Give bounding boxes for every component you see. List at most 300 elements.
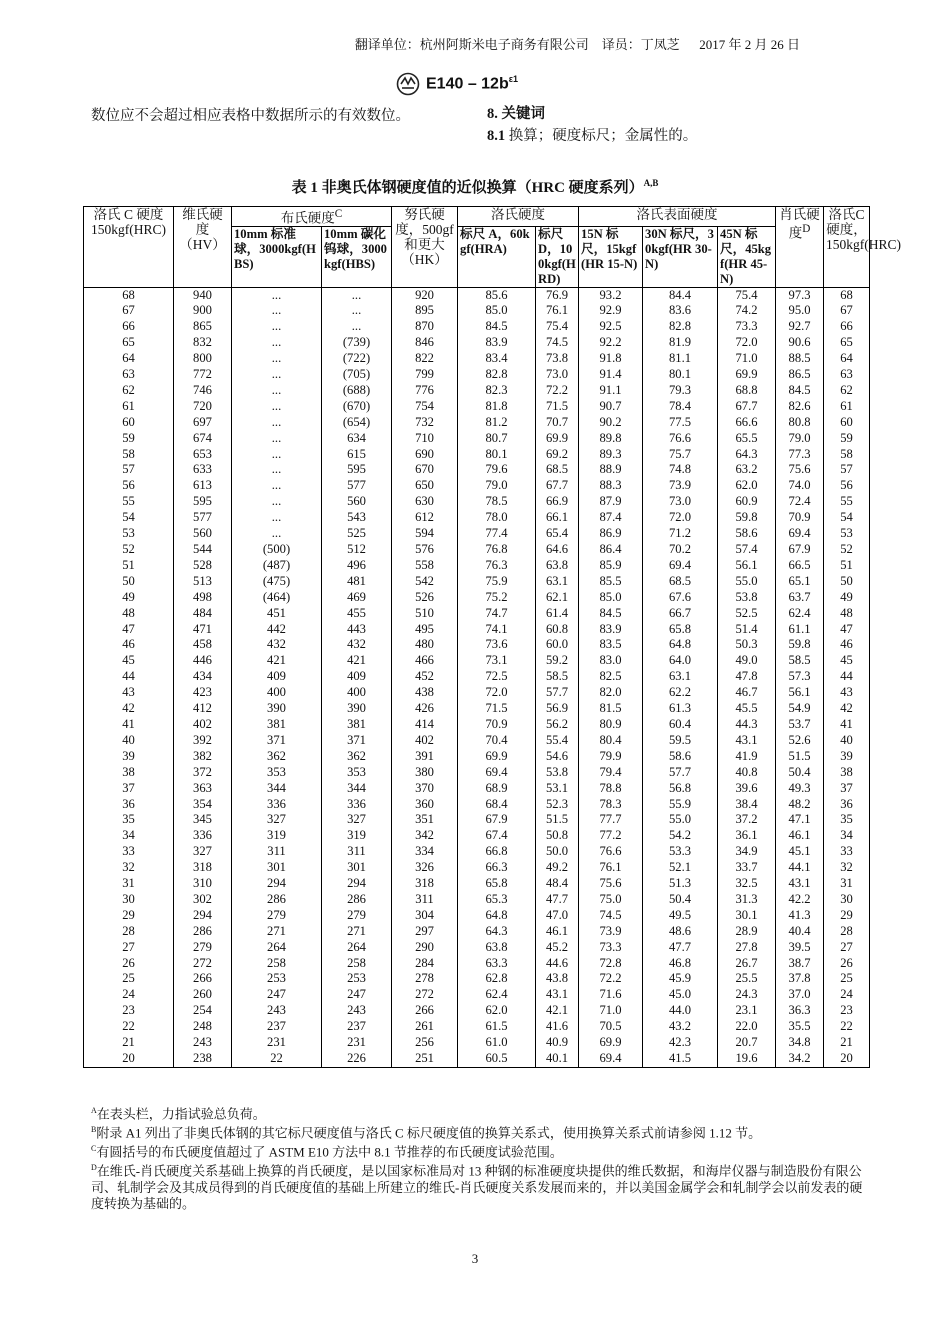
table-cell: 45 [824,653,870,669]
table-cell: 51.4 [718,622,776,638]
table-cell: 412 [174,701,232,717]
table-cell: 82.6 [776,399,824,415]
standard-logo [396,72,518,96]
table-cell: 43.1 [776,876,824,892]
table-cell: 59.5 [643,733,718,749]
table-cell: 67 [84,303,174,319]
table-cell: 345 [174,812,232,828]
table-cell: 81.5 [579,701,643,717]
table-cell: 64.3 [718,447,776,463]
table-cell: 31 [824,876,870,892]
table-cell: 294 [232,876,322,892]
table-cell: 360 [392,797,458,813]
table-cell: 58.6 [643,749,718,765]
table-cell: 40.8 [718,765,776,781]
table-cell: 372 [174,765,232,781]
table-row [84,828,870,844]
table-cell: 279 [232,908,322,924]
table-cell: (475) [232,574,322,590]
table-cell: 32 [84,860,174,876]
table-cell: 26.7 [718,956,776,972]
table-cell: 286 [232,892,322,908]
table-cell: 83.0 [579,653,643,669]
table-cell: 71.5 [458,701,536,717]
table-cell: 20 [84,1051,174,1067]
table-cell: 92.5 [579,319,643,335]
table-cell: 64 [84,351,174,367]
table-cell: 64.8 [643,637,718,653]
table-cell: 382 [174,749,232,765]
table-cell: 63 [84,367,174,383]
table-cell: 28 [84,924,174,940]
table-cell: 690 [392,447,458,463]
table-cell: 91.1 [579,383,643,399]
table-cell: 23 [824,1003,870,1019]
table-cell: 61.3 [643,701,718,717]
col-header-hrc-right: 洛氏C 硬度，150kgf(HRC) [824,207,870,288]
table-cell: 68 [824,287,870,303]
table-cell: 50.3 [718,637,776,653]
table-row [84,431,870,447]
table-cell: 70.2 [643,542,718,558]
table-row [84,335,870,351]
table-cell: 86.9 [579,526,643,542]
table-cell: 47.1 [776,812,824,828]
table-cell: 51 [824,558,870,574]
table-cell: 65.5 [718,431,776,447]
table-cell: 78.8 [579,781,643,797]
table-cell: 52.5 [718,606,776,622]
table-cell: 33 [824,844,870,860]
table-cell: 59 [824,431,870,447]
col-header-15n: 15N 标尺，15kgf(HR 15-N) [579,226,643,287]
table-cell: 68.5 [536,462,579,478]
table-cell: 30 [84,892,174,908]
table-row [84,383,870,399]
table-cell: 612 [392,510,458,526]
table-cell: 732 [392,415,458,431]
table-cell: 71.0 [579,1003,643,1019]
table-cell: 498 [174,590,232,606]
table-cell: 34.2 [776,1051,824,1067]
table-cell: 51 [84,558,174,574]
table-cell: 65 [84,335,174,351]
table-cell: 58.5 [536,669,579,685]
table-cell: 78.4 [643,399,718,415]
table-cell: 48.4 [536,876,579,892]
table-cell: 80.7 [458,431,536,447]
table-cell: 253 [322,971,392,987]
table-cell: 22 [84,1019,174,1035]
table-cell: 43.8 [536,971,579,987]
table-cell: 69.9 [536,431,579,447]
table-cell: 354 [174,797,232,813]
table-cell: 261 [392,1019,458,1035]
table-cell: 78.3 [579,797,643,813]
table-cell: 58 [824,447,870,463]
table-cell: 720 [174,399,232,415]
table-cell: 66 [824,319,870,335]
table-cell: 56.2 [536,717,579,733]
table-cell: 74.8 [643,462,718,478]
table-cell: 97.3 [776,287,824,303]
table-cell: 53 [84,526,174,542]
table-cell: 62.2 [643,685,718,701]
table-cell: 380 [392,765,458,781]
table-cell: 72.0 [718,335,776,351]
table-cell: 334 [392,844,458,860]
table-cell: 772 [174,367,232,383]
table-cell: 558 [392,558,458,574]
table-cell: 438 [392,685,458,701]
table-cell: 92.7 [776,319,824,335]
table-cell: 49 [84,590,174,606]
table-cell: 542 [392,574,458,590]
table-cell: 53.8 [536,765,579,781]
table-cell: 64.8 [458,908,536,924]
table-cell: 390 [322,701,392,717]
table-cell: 74.2 [718,303,776,319]
col-header-vickers: 维氏硬度（HV） [174,207,232,288]
table-cell: 443 [322,622,392,638]
table-row [84,844,870,860]
table-cell: 28.9 [718,924,776,940]
table-cell: 254 [174,1003,232,1019]
table-cell: 266 [392,1003,458,1019]
table-cell: 79.6 [458,462,536,478]
table-row [84,733,870,749]
col-header-brinell-standard-ball: 10mm 标准球，3000kgf(HBS) [232,226,322,287]
table-cell: 44 [84,669,174,685]
table-cell: 79.4 [579,765,643,781]
table-cell: 49.2 [536,860,579,876]
table-cell: 442 [232,622,322,638]
table-cell: 55.0 [643,812,718,828]
table-body [84,287,870,1067]
table-cell: 52.1 [643,860,718,876]
table-cell: 31.3 [718,892,776,908]
table-cell: 402 [174,717,232,733]
table-cell: 70.7 [536,415,579,431]
table-cell: 56 [824,478,870,494]
table-cell: 62.4 [458,987,536,1003]
table-cell: 392 [174,733,232,749]
table-cell: 92.9 [579,303,643,319]
table-cell: 469 [322,590,392,606]
table-cell: 74.5 [536,335,579,351]
table-cell: 76.3 [458,558,536,574]
table-cell: 41.9 [718,749,776,765]
table-cell: 71.6 [579,987,643,1003]
table-cell: 371 [322,733,392,749]
table-cell: 319 [232,828,322,844]
table-cell: ... [232,478,322,494]
table-cell: 65.8 [643,622,718,638]
table-cell: 481 [322,574,392,590]
table-cell: 27 [824,940,870,956]
table-cell: 55.0 [718,574,776,590]
table-row [84,781,870,797]
table-cell: 39 [824,749,870,765]
table-cell: 39.5 [776,940,824,956]
table-cell: 68.5 [643,574,718,590]
table-cell: 391 [392,749,458,765]
table-cell: ... [232,447,322,463]
table-cell: 272 [174,956,232,972]
table-cell: 674 [174,431,232,447]
table-cell: 256 [392,1035,458,1051]
table-cell: 60 [824,415,870,431]
table-cell: 62 [84,383,174,399]
table-cell: 79.3 [643,383,718,399]
table-cell: 50 [824,574,870,590]
table-cell: 74.7 [458,606,536,622]
table-cell: 353 [232,765,322,781]
table-cell: 69.9 [579,1035,643,1051]
table-row [84,797,870,813]
table-cell: 940 [174,287,232,303]
table-cell: 73.8 [536,351,579,367]
table-cell: 75.6 [579,876,643,892]
col-header-superficial: 洛氏表面硬度 [579,207,776,227]
table-cell: 69.4 [776,526,824,542]
col-header-knoop: 努氏硬度，500gf和更大（HK） [392,207,458,288]
table-cell: 247 [232,987,322,1003]
table-cell: 754 [392,399,458,415]
table-cell: 260 [174,987,232,1003]
table-cell: 79.0 [458,478,536,494]
table-cell: 86.4 [579,542,643,558]
table-cell: 74.0 [776,478,824,494]
table-cell: 72.5 [458,669,536,685]
table-cell: 77.4 [458,526,536,542]
table-cell: 452 [392,669,458,685]
table-cell: 82.0 [579,685,643,701]
table-cell: 594 [392,526,458,542]
table-cell: 42.2 [776,892,824,908]
table-cell: 78.5 [458,494,536,510]
table-cell: 85.9 [579,558,643,574]
table-cell: 53.3 [643,844,718,860]
table-row [84,1019,870,1035]
table-row [84,478,870,494]
table-cell: 81.2 [458,415,536,431]
page-number: 3 [471,1251,479,1266]
table-cell: 362 [322,749,392,765]
table-cell: 37.8 [776,971,824,987]
table-cell: 284 [392,956,458,972]
table-cell: 57.4 [718,542,776,558]
table-cell: 80.8 [776,415,824,431]
table-cell: 65 [824,335,870,351]
table-cell: 80.1 [458,447,536,463]
table-cell: 226 [322,1051,392,1067]
table-cell: 577 [174,510,232,526]
table-cell: 895 [392,303,458,319]
table-row [84,351,870,367]
table-cell: 60.9 [718,494,776,510]
table-cell: 43.1 [536,987,579,1003]
table-row [84,860,870,876]
table-cell: 83.9 [458,335,536,351]
table-row [84,637,870,653]
table-cell: (487) [232,558,322,574]
table-cell: 633 [174,462,232,478]
table-cell: 54 [84,510,174,526]
hardness-conversion-table [83,206,902,1068]
table-cell: 73.1 [458,653,536,669]
table-cell: 60.8 [536,622,579,638]
table-cell: 423 [174,685,232,701]
table-cell: 85.0 [458,303,536,319]
table-cell: 653 [174,447,232,463]
table-cell: 746 [174,383,232,399]
table-row [84,558,870,574]
table-cell: 484 [174,606,232,622]
footnote-c: $^C$有圆括号的布氏硬度值超过了 ASTM E10 方法中 8.1 节推荐的布氏硬度试验范围。 [91,1144,563,1160]
table-cell: 72.2 [579,971,643,987]
col-header-rockwell: 洛氏硬度 [458,207,579,227]
table-cell: 45.0 [643,987,718,1003]
table-cell: 286 [322,892,392,908]
table-cell: 50.4 [776,765,824,781]
table-cell: 290 [392,940,458,956]
table-cell: 37.2 [718,812,776,828]
table-cell: (739) [322,335,392,351]
table-cell: 271 [232,924,322,940]
table-cell: 52 [84,542,174,558]
table-row [84,971,870,987]
table-cell: 51.3 [643,876,718,892]
table-cell: 35.5 [776,1019,824,1035]
table-cell: 46.7 [718,685,776,701]
table-cell: 22 [232,1051,322,1067]
table-cell: 44.1 [776,860,824,876]
table-cell: 38 [824,765,870,781]
table-cell: 327 [322,812,392,828]
table-cell: 56.9 [536,701,579,717]
table-cell: 36.1 [718,828,776,844]
table-cell: 544 [174,542,232,558]
table-cell: 75.4 [536,319,579,335]
table-cell: 69.2 [536,447,579,463]
table-cell: 62 [824,383,870,399]
table-cell: 85.0 [579,590,643,606]
table-cell: 446 [174,653,232,669]
table-cell: 466 [392,653,458,669]
table-cell: 351 [392,812,458,828]
table-row [84,526,870,542]
table-cell: 21 [824,1035,870,1051]
table-cell: 63.7 [776,590,824,606]
table-cell: 458 [174,637,232,653]
table-cell: 31 [84,876,174,892]
table-cell: 76.1 [579,860,643,876]
table-cell: 40 [824,733,870,749]
table-cell: 52.6 [776,733,824,749]
table-cell: 44.3 [718,717,776,733]
table-cell: 72.8 [579,956,643,972]
table-cell: ... [232,526,322,542]
table-cell: ... [232,287,322,303]
table-cell: 53.7 [776,717,824,733]
table-cell: 471 [174,622,232,638]
table-cell: 846 [392,335,458,351]
table-cell: 61.5 [458,1019,536,1035]
table-cell: 409 [322,669,392,685]
table-cell: 42.3 [643,1035,718,1051]
table-cell: 47.8 [718,669,776,685]
table-cell: 37 [84,781,174,797]
table-cell: 30 [824,892,870,908]
table-cell: 22 [824,1019,870,1035]
table-cell: 86.5 [776,367,824,383]
table-cell: 55.9 [643,797,718,813]
table-cell: 336 [174,828,232,844]
table-cell: 54.6 [536,749,579,765]
table-row [84,749,870,765]
table-cell: 46.1 [776,828,824,844]
table-cell: 73.6 [458,637,536,653]
table-cell: 243 [232,1003,322,1019]
table-cell: 34 [824,828,870,844]
table-cell: 920 [392,287,458,303]
body-text: 数位应不会超过相应表格中数据所示的有效数位。 [91,108,410,124]
table-cell: 32 [824,860,870,876]
table-cell: 84.5 [458,319,536,335]
table-cell: 25 [84,971,174,987]
table-cell: 78.0 [458,510,536,526]
table-cell: 370 [392,781,458,797]
table-cell: 38.7 [776,956,824,972]
table-cell: 47.7 [643,940,718,956]
table-cell: 36 [84,797,174,813]
table-cell: 75.9 [458,574,536,590]
table-cell: 51.5 [536,812,579,828]
table-cell: 237 [322,1019,392,1035]
table-cell: 52.3 [536,797,579,813]
table-row [84,940,870,956]
table-cell: 72.2 [536,383,579,399]
table-cell: 900 [174,303,232,319]
table-row [84,303,870,319]
table-cell: 26 [824,956,870,972]
table-cell: 64.3 [458,924,536,940]
table-cell: 41.5 [643,1051,718,1067]
table-cell: 434 [174,669,232,685]
footnote-d: $^D$在维氏-肖氏硬度关系基础上换算的肖氏硬度，是以国家标准局对 13 种钢的标准硬度块提供的维氏数据，和海岸仪器与制造股份有限公司、轧制学会及其成员得到的肖氏硬度值的基础上所建立的维氏-肖氏硬度关系发展而来的，并以美国金属学会和轧制学会以前发表的硬度转换为基础的。 [91,1163,863,1212]
table-cell: 577 [322,478,392,494]
table-cell: 66 [84,319,174,335]
table-cell: 455 [322,606,392,622]
table-cell: ... [232,367,322,383]
table-cell: 48 [824,606,870,622]
table-cell: 58.6 [718,526,776,542]
table-row [84,415,870,431]
table-cell: 34 [84,828,174,844]
table-cell: 59.8 [718,510,776,526]
table-cell: 865 [174,319,232,335]
table-cell: 84.4 [643,287,718,303]
table-cell: 238 [174,1051,232,1067]
table-cell: ... [232,494,322,510]
table-cell: (500) [232,542,322,558]
table-cell: 510 [392,606,458,622]
table-cell: 73.0 [643,494,718,510]
table-cell: 525 [322,526,392,542]
table-cell: 81.9 [643,335,718,351]
table-cell: 297 [392,924,458,940]
